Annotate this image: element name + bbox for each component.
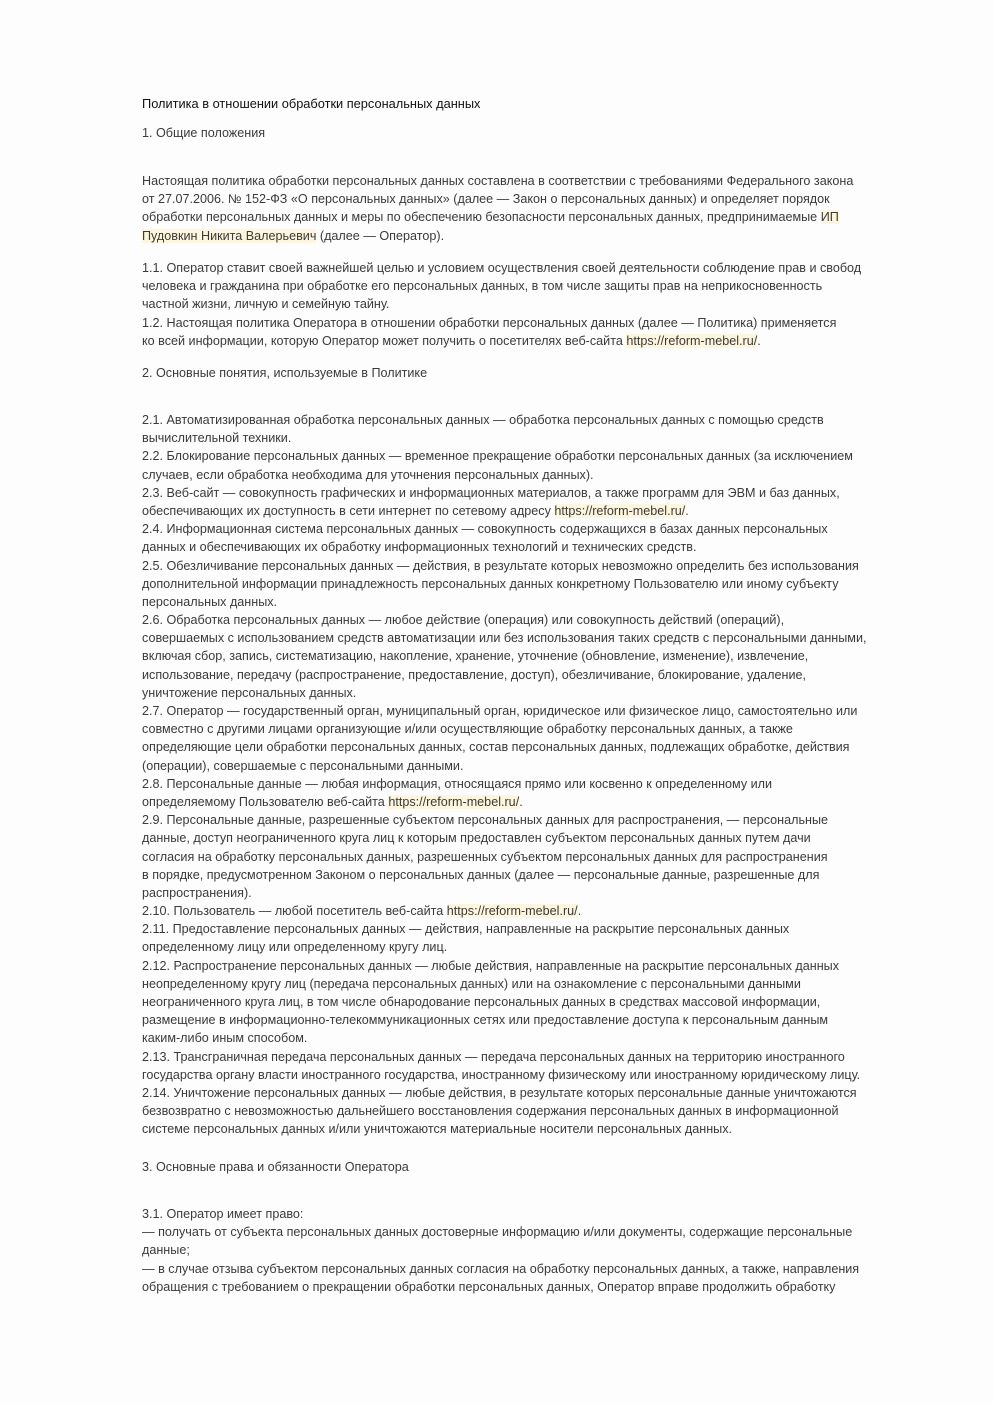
section-3-heading: 3. Основные права и обязанности Оператора [142, 1160, 409, 1174]
text-line: человека и гражданина при обработке его персональных данных, в том числе защиты прав на неприкосновенность [142, 279, 823, 294]
text-line: 2.3. Веб-сайт — совокупность графических и информационных материалов, а также программ для ЭВМ и баз данных, [142, 485, 840, 500]
document-title: Политика в отношении обработки персональных данных [142, 96, 481, 111]
text-line: 2.1. Автоматизированная обработка персональных данных — обработка персональных данных с помощью средств [142, 413, 824, 427]
text-line: Пудовкин Никита Валерьевич (далее — Оператор). [142, 228, 445, 243]
text-line: — получать от субъекта персональных данных достоверные информацию и/или документы, содержащие персональные [142, 1225, 853, 1240]
text-line: 2.10. Пользователь — любой посетитель веб-сайта https://reform-mebel.ru/. [142, 904, 582, 919]
section-2-heading: 2. Основные понятия, используемые в Политике [142, 366, 428, 380]
text-line: обработки персональных данных и меры по обеспечению безопасности персональных данных, предпринимаемые ИП [142, 210, 839, 225]
text-line: 2.12. Распространение персональных данных — любые действия, направленные на раскрытие персональных данных [142, 958, 840, 973]
text-line: ко всей информации, которую Оператор может получить о посетителях веб-сайта https://reform-mebel.ru/. [142, 333, 761, 348]
text-line: данные; [142, 1243, 190, 1258]
text-line: государства органу власти иностранного государства, иностранному физическому или иностранному юридическому лицу. [142, 1067, 861, 1082]
text-line: 2.9. Персональные данные, разрешенные субъектом персональных данных для распространения, — персональные [142, 813, 829, 828]
text-line: 3.1. Оператор имеет право: [142, 1207, 304, 1221]
website-link[interactable]: https://reform-mebel.ru/ [388, 794, 520, 809]
text-line: персональных данных. [142, 594, 278, 609]
text-line: использование, передачу (распространение, предоставление, доступ), обезличивание, блокирование, удаление, [142, 667, 807, 682]
text-line: данных и обеспечивающих их обработку информационных технологий и технических средств. [142, 540, 697, 555]
text-line: 1.2. Настоящая политика Оператора в отношении обработки персональных данных (далее — Политика) применяется [142, 315, 837, 330]
text-line: 2.4. Информационная система персональных данных — совокупность содержащихся в базах данных персональных [142, 522, 828, 537]
text-line: Настоящая политика обработки персональных данных составлена в соответствии с требованиями Федерального закона [142, 174, 854, 188]
text-line: системе персональных данных и/или уничтожаются материальные носители персональных данных. [142, 1122, 733, 1137]
text-line: данные, доступ неограниченного круга лиц к которым предоставлен субъектом персональных данных путем дачи [142, 831, 811, 846]
text-line: обеспечивающих их доступность в сети интернет по сетевому адресу https://reform-mebel.ru/. [142, 503, 689, 518]
intro-paragraph [142, 172, 932, 245]
text-line: определенному лицу или определенному кругу лиц. [142, 940, 448, 955]
text-line: 2.13. Трансграничная передача персональных данных — передача персональных данных на территорию иностранного [142, 1049, 845, 1064]
text-line: неопределенному кругу лиц (передача персональных данных) или на ознакомление с персональными данными [142, 976, 801, 991]
text-line: определяющие цели обработки персональных данных, состав персональных данных, подлежащих обработке, действия [142, 740, 850, 755]
text-line: 2.8. Персональные данные — любая информация, относящаяся прямо или косвенно к определенному или [142, 776, 773, 791]
section-2-items [142, 411, 932, 1139]
website-link[interactable]: https://reform-mebel.ru/ [626, 333, 758, 348]
text-line: (операции), совершаемые с персональными данными. [142, 758, 464, 773]
text-line: согласия на обработку персональных данных, разрешенных субъектом персональных данных для распространения [142, 849, 828, 864]
section-3-items [142, 1205, 932, 1296]
text-line: размещение в информационно-телекоммуникационных сетях или предоставление доступа к персональным данным [142, 1013, 829, 1028]
text-line: — в случае отзыва субъектом персональных данных согласия на обработку персональных данных, а также, направления [142, 1261, 860, 1276]
text-line: совершаемых с использованием средств автоматизации или без использования таких средств с персональными данными, [142, 631, 867, 646]
text-line: 1.1. Оператор ставит своей важнейшей целью и условием осуществления своей деятельности соблюдение прав и свобод [142, 261, 862, 275]
text-line: вычислительной техники. [142, 431, 292, 446]
text-line: обращения с требованием о прекращении обработки персональных данных, Оператор вправе продолжить обработку [142, 1279, 836, 1294]
text-line: дополнительной информации принадлежность персональных данных конкретному Пользователю или иному субъекту [142, 576, 839, 591]
website-link[interactable]: https://reform-mebel.ru/ [446, 904, 578, 919]
text-line: в порядке, предусмотренном Законом о персональных данных (далее — персональные данные, разрешенные для [142, 867, 820, 882]
text-line: совместно с другими лицами организующие и/или осуществляющие обработку персональных данных, а также [142, 722, 793, 737]
website-link[interactable]: https://reform-mebel.ru/ [554, 503, 686, 518]
text-line: 2.11. Предоставление персональных данных — действия, направленные на раскрытие персональных данных [142, 922, 790, 937]
section-1-items [142, 259, 932, 350]
text-line: включая сбор, запись, систематизацию, накопление, хранение, уточнение (обновление, изменение), извлечение, [142, 649, 809, 664]
text-line: уничтожение персональных данных. [142, 685, 357, 700]
text-line: безвозвратно с невозможностью дальнейшего восстановления содержания персональных данных в информационной [142, 1104, 839, 1119]
text-line: частной жизни, личную и семейную тайну. [142, 297, 390, 312]
text-line: 2.7. Оператор — государственный орган, муниципальный орган, юридическое или физическое лицо, самостоятельно или [142, 704, 858, 718]
text-line: определяемому Пользователю веб-сайта https://reform-mebel.ru/. [142, 794, 523, 809]
text-line: неограниченного круга лиц, в том числе обнародование персональных данных в средствах массовой информации, [142, 995, 821, 1009]
text-line: 2.2. Блокирование персональных данных — временное прекращение обработки персональных данных (за исключением [142, 449, 853, 464]
text-line: распространения). [142, 885, 252, 900]
text-line: 2.5. Обезличивание персональных данных — действия, в результате которых невозможно определить без использования [142, 558, 859, 573]
text-line: случаев, если обработка необходима для уточнения персональных данных). [142, 467, 594, 482]
operator-name: Пудовкин Никита Валерьевич [142, 228, 317, 243]
operator-name: ИП [820, 210, 839, 225]
text-line: 2.14. Уничтожение персональных данных — любые действия, в результате которых персональные данные уничтожаются [142, 1085, 857, 1100]
text-line: от 27.07.2006. № 152-ФЗ «О персональных данных» (далее — Закон о персональных данных) и определяет порядок [142, 192, 830, 207]
section-1-heading: 1. Общие положения [142, 126, 266, 140]
text-line: 2.6. Обработка персональных данных — любое действие (операция) или совокупность действий (операций), [142, 613, 785, 628]
text-line: каким-либо иным способом. [142, 1031, 308, 1046]
